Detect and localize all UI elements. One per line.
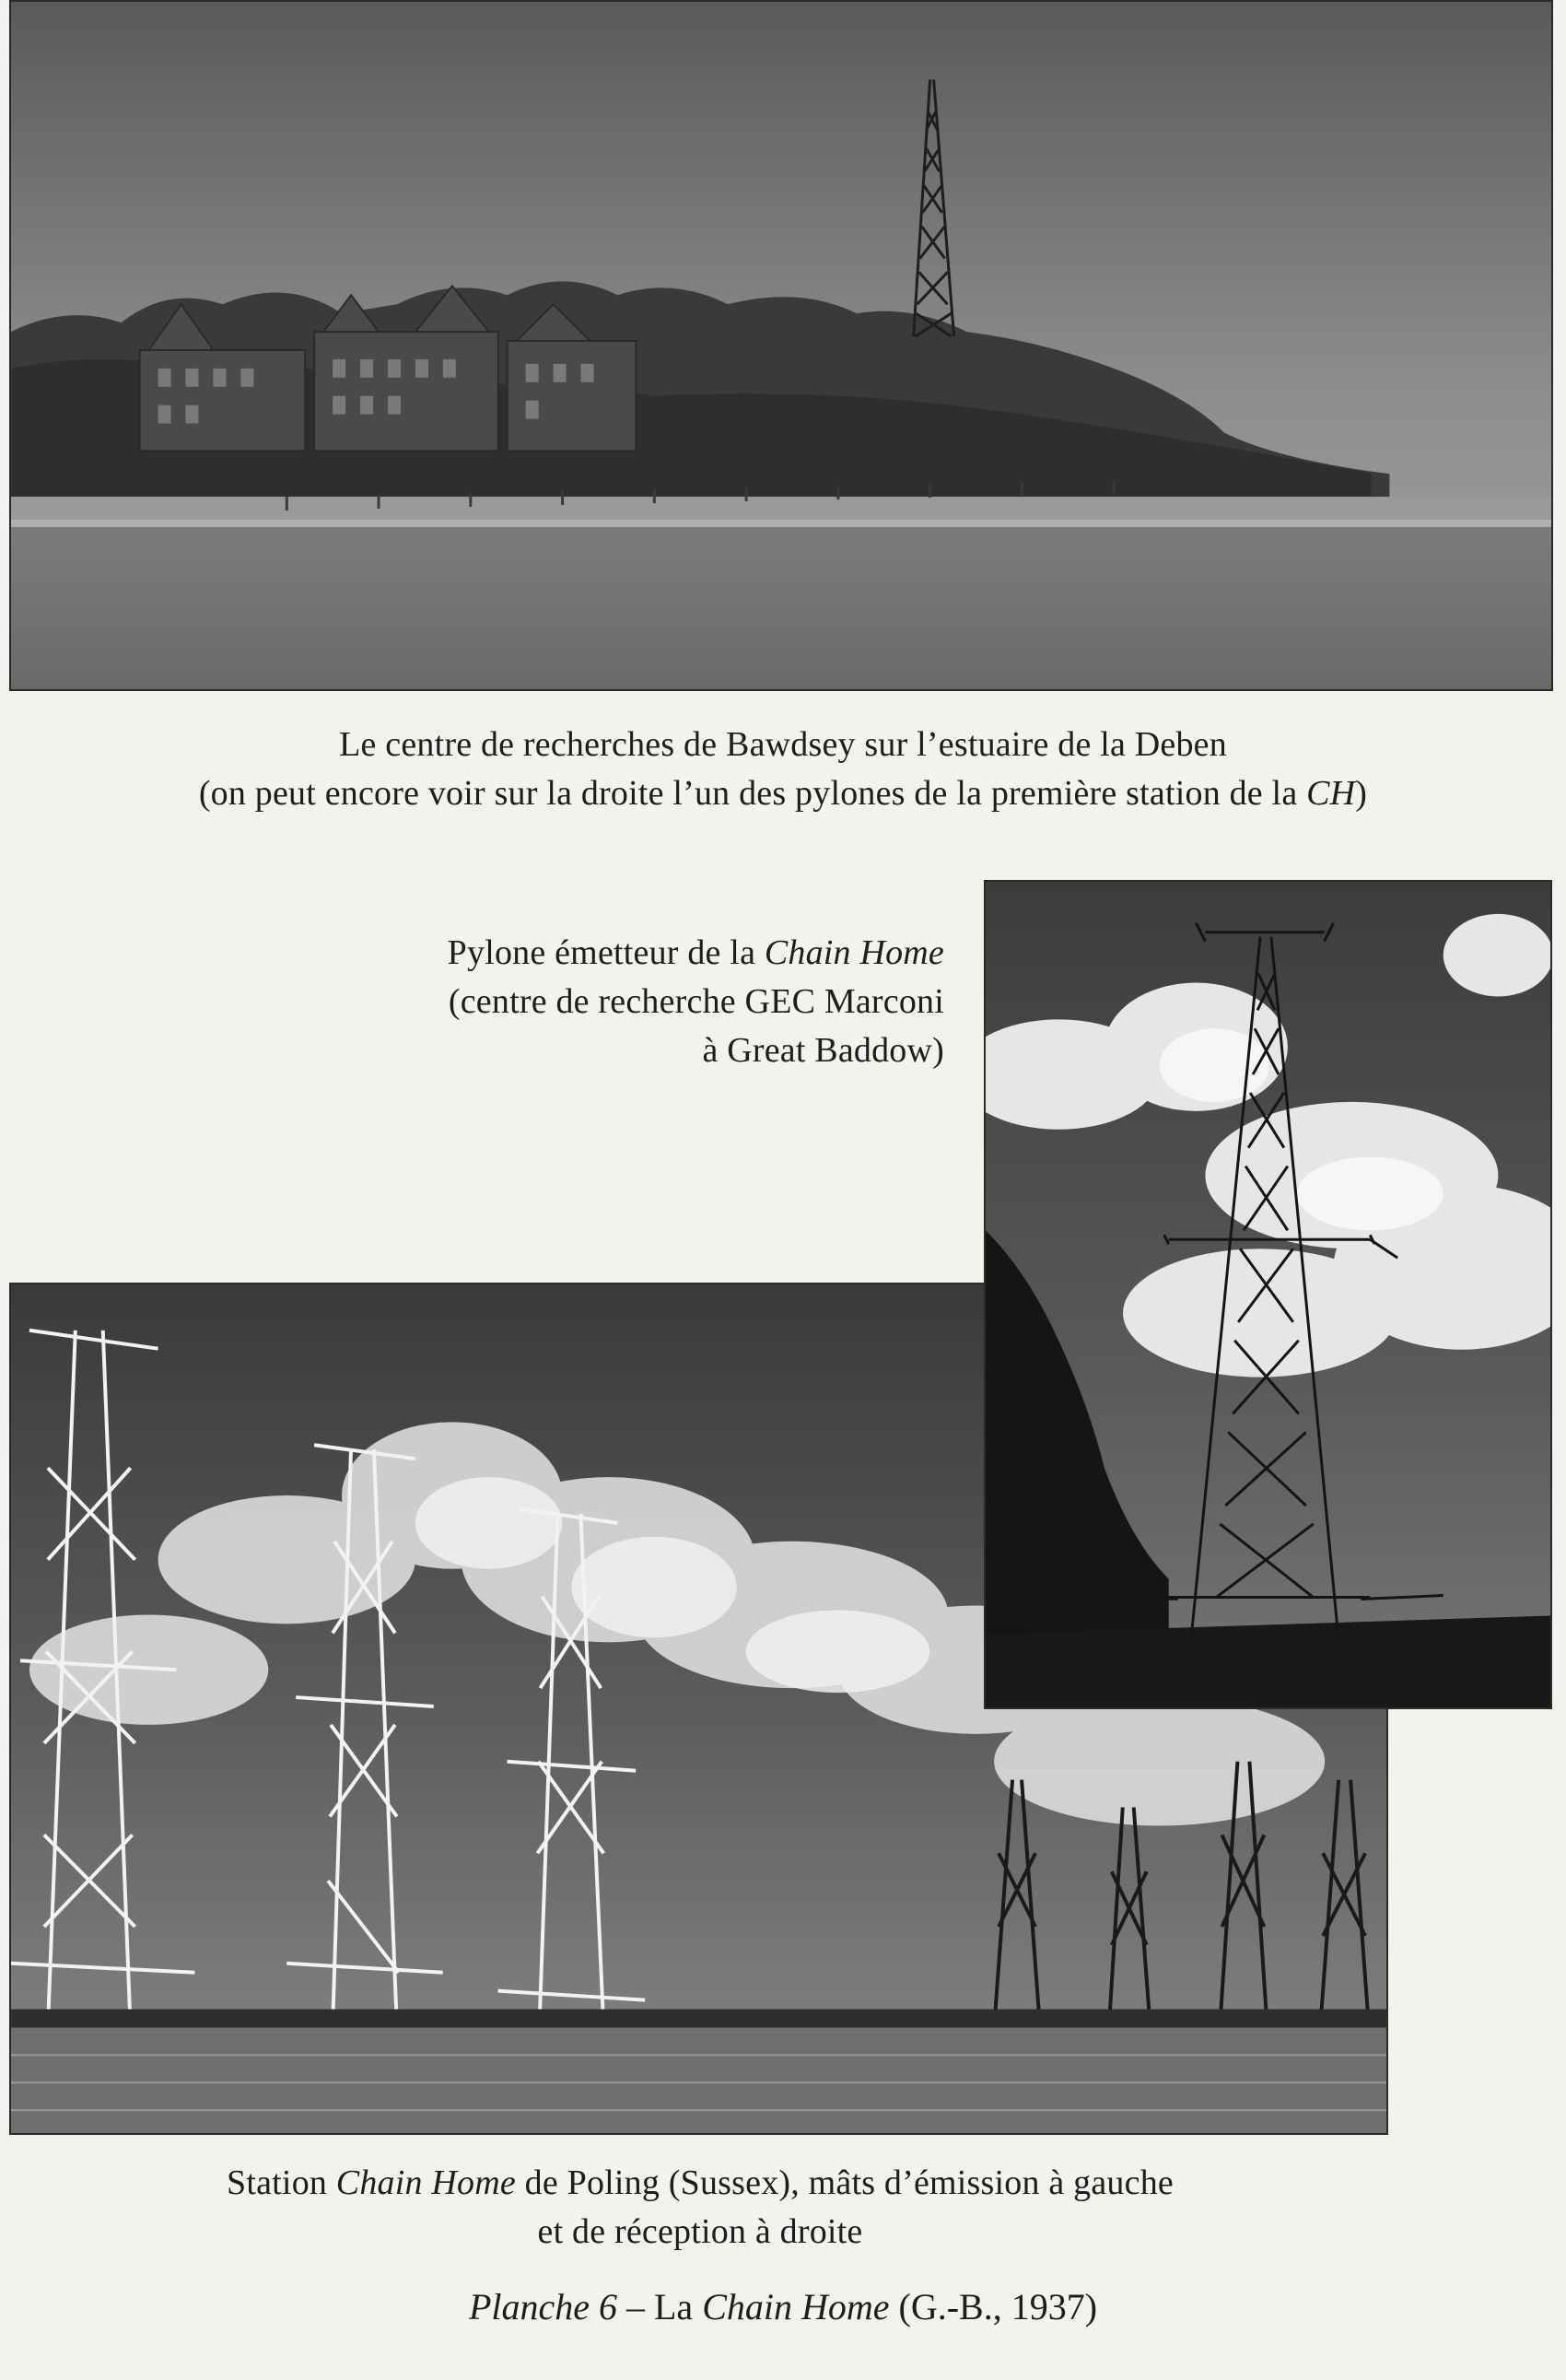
caption-poling-chain-home: Chain Home — [335, 2163, 516, 2202]
plate-number: Planche 6 — [468, 2286, 617, 2327]
caption-poling-line1-text: de Poling (Sussex), mâts d’émission à gauche — [515, 2163, 1174, 2202]
caption-bawdsey-line2-text: (on peut encore voir sur la droite l’un des pylones de la première station de la — [198, 774, 1307, 813]
photo-bawdsey-manor — [9, 0, 1553, 691]
plate-dash: – — [617, 2286, 654, 2327]
plate-name: Chain Home — [702, 2286, 890, 2327]
caption-great-baddow-line1-text: Pylone émetteur de la — [447, 933, 765, 972]
great-baddow-scene-graphic — [986, 882, 1550, 1707]
plate-article: La — [654, 2286, 703, 2327]
caption-great-baddow-line3: à Great Baddow) — [702, 1031, 944, 1070]
caption-great-baddow — [304, 929, 944, 1075]
caption-bawdsey-line2 — [0, 769, 1566, 818]
caption-bawdsey — [0, 721, 1566, 818]
caption-poling-station-word: Station — [227, 2163, 336, 2202]
plate-title — [0, 2281, 1566, 2333]
plate-suffix: (G.-B., 1937) — [889, 2286, 1098, 2327]
caption-great-baddow-chain-home: Chain Home — [764, 933, 944, 972]
caption-great-baddow-line2: (centre de recherche GEC Marconi — [448, 982, 944, 1021]
caption-bawdsey-ch-abbrev: CH — [1306, 774, 1356, 813]
photo-great-baddow-pylon — [984, 880, 1552, 1709]
caption-bawdsey-line2-close: ) — [1355, 774, 1368, 813]
bawdsey-scene-graphic — [11, 2, 1551, 689]
caption-poling-line2: et de réception à droite — [537, 2212, 863, 2251]
caption-poling — [0, 2159, 1400, 2257]
caption-poling-line1 — [0, 2159, 1400, 2208]
caption-great-baddow-line1 — [304, 929, 944, 978]
caption-bawdsey-line1: Le centre de recherches de Bawdsey sur l’estuaire de la Deben — [339, 725, 1227, 764]
